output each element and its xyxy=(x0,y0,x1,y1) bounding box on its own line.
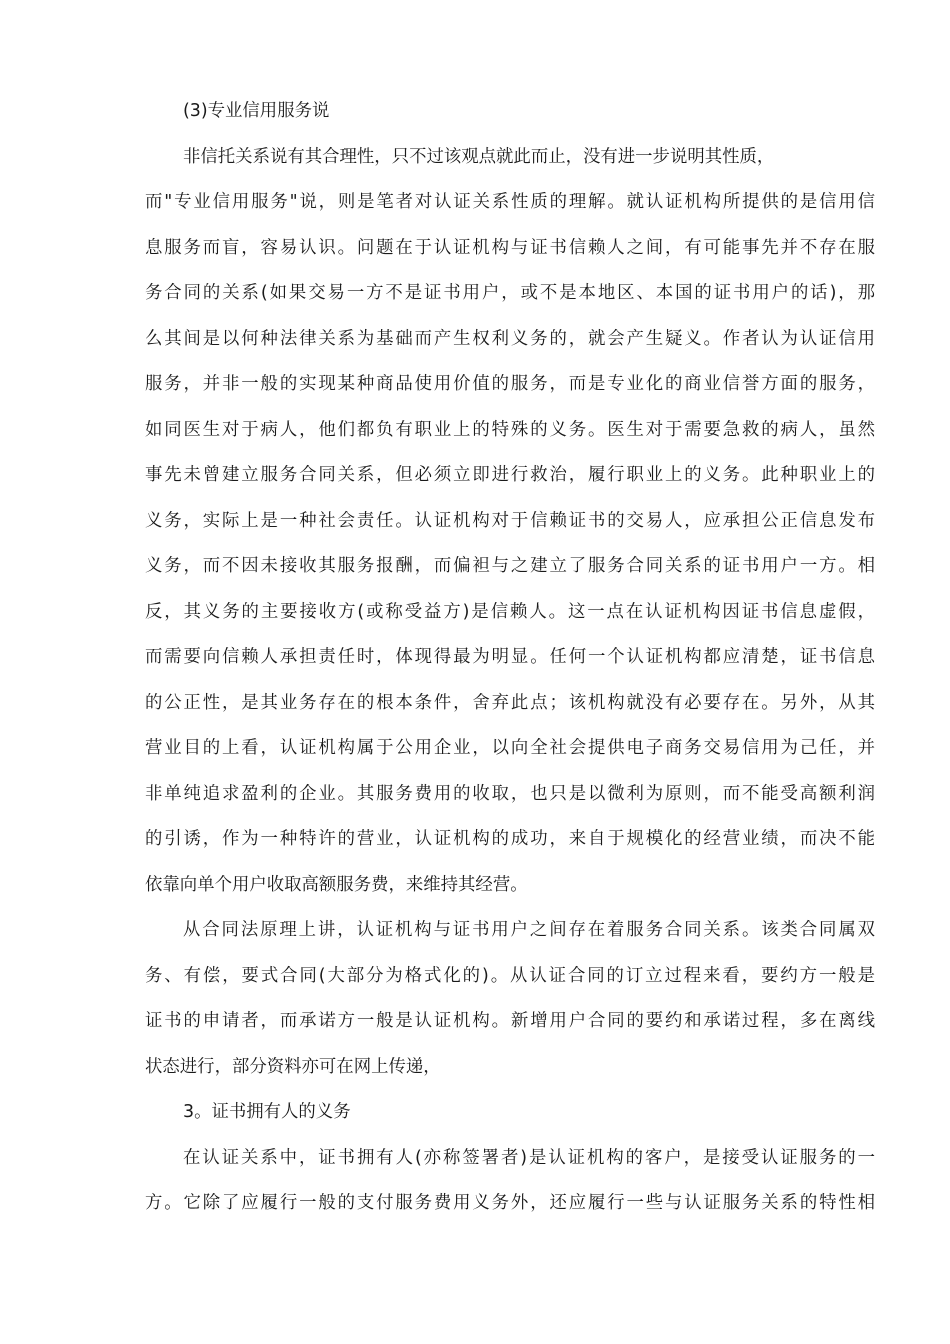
paragraph-line: 如同医生对于病人，他们都负有职业上的特殊的义务。医生对于需要急救的病人，虽然 xyxy=(145,420,875,440)
paragraph-line: 事先未曾建立服务合同关系，但必须立即进行救治，履行职业上的义务。此种职业上的 xyxy=(145,465,875,485)
heading-certificate-holder-obligations: 3。证书拥有人的义务 xyxy=(183,1102,351,1122)
paragraph-line: 务、有偿，要式合同(大部分为格式化的)。从认证合同的订立过程来看，要约方一般是 xyxy=(145,966,875,986)
paragraph-line: 义务，实际上是一种社会责任。认证机构对于信赖证书的交易人，应承担公正信息发布 xyxy=(145,511,875,531)
paragraph-line: 在认证关系中，证书拥有人(亦称签署者)是认证机构的客户，是接受认证服务的一 xyxy=(183,1148,875,1168)
paragraph-line: 的公正性，是其业务存在的根本条件，舍弃此点；该机构就没有必要存在。另外，从其 xyxy=(145,693,875,713)
paragraph-line: 么其间是以何种法律关系为基础而产生权利义务的，就会产生疑义。作者认为认证信用 xyxy=(145,329,875,349)
paragraph-line: 务合同的关系(如果交易一方不是证书用户，或不是本地区、本国的证书用户的话)，那 xyxy=(145,283,875,303)
paragraph-line: 反，其义务的主要接收方(或称受益方)是信赖人。这一点在认证机构因证书信息虚假， xyxy=(145,602,875,622)
heading-professional-credit-service: (3)专业信用服务说 xyxy=(183,101,330,121)
paragraph-line: 服务，并非一般的实现某种商品使用价值的服务，而是专业化的商业信誉方面的服务， xyxy=(145,374,875,394)
paragraph-line: 非信托关系说有其合理性，只不过该观点就此而止，没有进一步说明其性质， xyxy=(183,147,775,167)
paragraph-line: 的引诱，作为一种特许的营业，认证机构的成功，来自于规模化的经营业绩，而决不能 xyxy=(145,829,875,849)
paragraph-line: 从合同法原理上讲，认证机构与证书用户之间存在着服务合同关系。该类合同属双 xyxy=(183,920,875,940)
paragraph-line: 义务，而不因未接收其服务报酬，而偏袒与之建立了服务合同关系的证书用户一方。相 xyxy=(145,556,875,576)
paragraph-line: 证书的申请者，而承诺方一般是认证机构。新增用户合同的要约和承诺过程，多在离线 xyxy=(145,1011,875,1031)
paragraph-line: 非单纯追求盈利的企业。其服务费用的收取，也只是以微利为原则，而不能受高额利润 xyxy=(145,784,875,804)
paragraph-line: 营业目的上看，认证机构属于公用企业，以向全社会提供电子商务交易信用为己任，并 xyxy=(145,738,875,758)
paragraph-line: 而需要向信赖人承担责任时，体现得最为明显。任何一个认证机构都应清楚，证书信息 xyxy=(145,647,875,667)
paragraph-line: 息服务而盲，容易认识。问题在于认证机构与证书信赖人之间，有可能事先并不存在服 xyxy=(145,238,875,258)
paragraph-line: 而"专业信用服务"说，则是笔者对认证关系性质的理解。就认证机构所提供的是信用信 xyxy=(145,192,875,212)
paragraph-line: 依靠向单个用户收取高额服务费，来维持其经营。 xyxy=(145,875,528,895)
paragraph-line: 状态进行，部分资料亦可在网上传递， xyxy=(145,1057,441,1077)
paragraph-line: 方。它除了应履行一般的支付服务费用义务外，还应履行一些与认证服务关系的特性相 xyxy=(145,1193,875,1213)
